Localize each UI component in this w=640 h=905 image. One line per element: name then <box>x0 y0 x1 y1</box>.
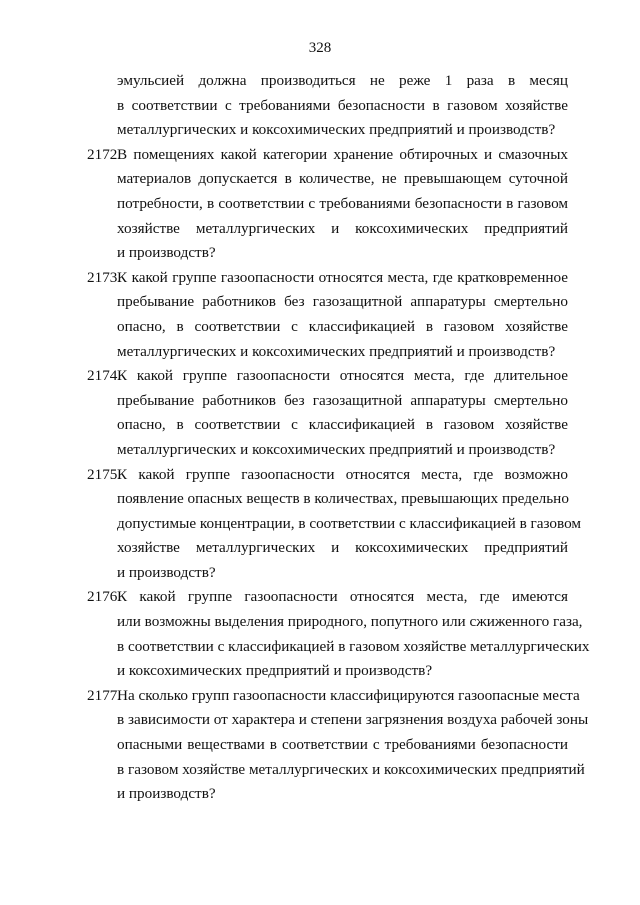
text-line: металлургических и коксохимических предприятий и производств? <box>117 121 556 139</box>
question-item <box>87 585 590 683</box>
text-line: эмульсией должна производиться не реже 1 раза в месяц <box>117 72 568 89</box>
question-number: 2177. <box>87 686 122 704</box>
question-number: 2175. <box>87 465 122 483</box>
question-number: 2176. <box>87 588 122 606</box>
question-number: 2172. <box>87 145 122 163</box>
question-items <box>87 143 590 807</box>
question-text-line: потребности, в соответствии с требованиями безопасности в газовом <box>117 194 568 212</box>
question-text-line: допустимые концентрации, в соответствии с классификацией в газовом <box>117 514 581 532</box>
question-text-line: опасно, в соответствии с классификацией в газовом хозяйстве <box>117 317 568 335</box>
question-number: 2174. <box>87 367 122 385</box>
question-text-line: и производств? <box>117 563 216 581</box>
question-text-line: и коксохимических предприятий и производств? <box>117 662 433 680</box>
question-text-line: металлургических и коксохимических предприятий и производств? <box>117 440 556 458</box>
question-text-line: К какой группе газоопасности относятся места, где длительное <box>117 367 568 385</box>
question-text-line: хозяйстве металлургических и коксохимических предприятий <box>117 539 568 557</box>
question-number: 2173. <box>87 268 122 286</box>
text-line: в соответствии с требованиями безопасности в газовом хозяйстве <box>117 96 568 114</box>
question-text-line: и производств? <box>117 244 216 262</box>
question-text-line: материалов допускается в количестве, не превышающем суточной <box>117 170 568 188</box>
question-text-line: металлургических и коксохимических предприятий и производств? <box>117 342 556 360</box>
question-text-line: появление опасных веществ в количествах, превышающих предельно <box>117 490 569 508</box>
question-text-line: На сколько групп газоопасности классифицируются газоопасные места <box>117 686 580 704</box>
question-item <box>87 463 581 586</box>
question-text-line: в газовом хозяйстве металлургических и коксохимических предприятий <box>117 760 585 778</box>
page-number: 328 <box>308 40 332 56</box>
question-text-line: К какой группе газоопасности относятся места, где возможно <box>117 465 568 483</box>
question-item <box>87 266 568 364</box>
question-text-line: пребывание работников без газозащитной аппаратуры смертельно <box>117 293 568 311</box>
question-text-line: в зависимости от характера и степени загрязнения воздуха рабочей зоны <box>117 711 589 729</box>
question-text-line: К какой группе газоопасности относятся места, где кратковременное <box>117 268 568 286</box>
question-text-line: в соответствии с классификацией в газовом хозяйстве металлургических <box>117 637 590 655</box>
question-text-line: опасными веществами в соответствии с требованиями безопасности <box>117 736 568 754</box>
question-text-line: К какой группе газоопасности относятся места, где имеются <box>117 588 568 606</box>
question-item <box>87 684 589 807</box>
question-item <box>87 364 568 462</box>
question-list <box>87 69 590 807</box>
continuation-text <box>87 69 568 143</box>
question-text-line: хозяйстве металлургических и коксохимических предприятий <box>117 219 568 237</box>
question-item <box>87 143 568 266</box>
question-text-line: пребывание работников без газозащитной аппаратуры смертельно <box>117 391 568 409</box>
question-text-line: и производств? <box>117 785 216 803</box>
question-text-line: опасно, в соответствии с классификацией в газовом хозяйстве <box>117 416 568 434</box>
question-text-line: В помещениях какой категории хранение обтирочных и смазочных <box>117 145 568 163</box>
question-text-line: или возможны выделения природного, попутного или сжиженного газа, <box>117 613 583 631</box>
